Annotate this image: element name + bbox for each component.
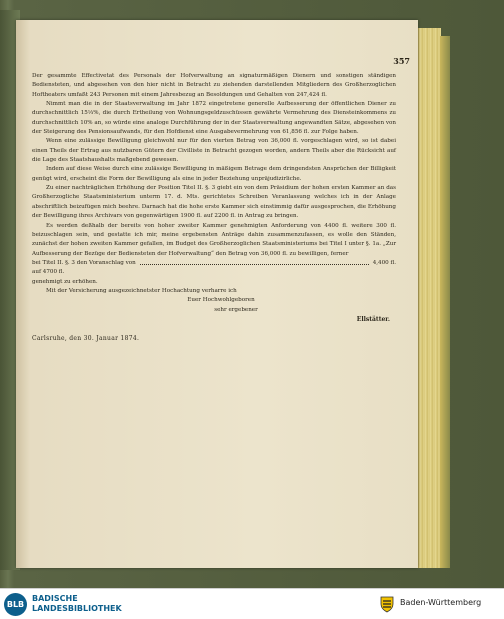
book-spine-edge bbox=[440, 36, 450, 568]
state-coat-of-arms-icon[interactable] bbox=[378, 595, 396, 613]
continuation-line-1: auf 4700 fl. bbox=[32, 269, 65, 276]
amount-line-dots bbox=[140, 259, 369, 265]
paragraph-4: Indem auf diese Weise durch eine zulässige Bewilligung in mäßigem Betrage dem dringendsten Ansprüchen der Billigkeit genügt wird, erscheint die Form der Bewilligung als eine in jeder Beziehung unpräjudizirliche. bbox=[32, 166, 396, 182]
document-page bbox=[16, 20, 418, 568]
paragraph-1: Der gesammte Effectivetat des Personals der Hofverwaltung an signaturmäßigen Dienern und sonstigen ständigen Bediensteten, und abgesehen von den hier nicht in Betracht zu ziehenden darstellenden Mitgliedern des Großherzoglichen Hoftheaters umfaßt 243 Personen mit einem Jahresbezug an Besoldungen und Gehalten von 247,424 fl. bbox=[32, 73, 396, 98]
library-name-line-2: LANDESBIBLIOTHEK bbox=[32, 604, 122, 613]
amount-line-amount: 4,400 fl. bbox=[372, 259, 396, 266]
salutation-2: sehr ergebener bbox=[214, 306, 258, 313]
page-text bbox=[32, 72, 396, 344]
amount-line bbox=[32, 259, 396, 268]
salutation-1: Euer Hochwohlgeboren bbox=[187, 297, 255, 304]
library-name-line-1: BADISCHE bbox=[32, 594, 78, 603]
page-number: 357 bbox=[393, 56, 410, 66]
paragraph-6: Es werden deßhalb der bereits von hoher zweiter Kammer genehmigten Anforderung von 4400 fl. weitere 300 fl. beizuschlagen sein, und gestatte ich mir, meine ergebensten Anträge dahin zusammenzufassen, es wolle den Ständen, zunächst der hohen zweiten Kammer gefallen, im Budget des Großherzoglichen Staatsministeriums bei Titel I unter §. 1a. „Zur Aufbesserung der Bezüge der Bediensteten der Hofverwaltung“ den Betrag von 36,000 fl. zu bewilligen, ferner bbox=[32, 222, 396, 257]
page-edges bbox=[418, 28, 441, 568]
continuation-line-2: genehmigt zu erhöhen. bbox=[32, 278, 98, 285]
paragraph-3: Wenn eine zulässige Bewilligung gleichwohl nur für den vierten Betrag von 36,000 fl. vorgeschlagen wird, so ist dabei einen Theils der Ertrag aus nutzbaren Gütern der Civilliste in Betracht gezogen worden, andern Theils aber die Rücksicht auf die Lage des Staatshaushalts maßgebend gewesen. bbox=[32, 138, 396, 164]
state-name[interactable]: Baden-Württemberg bbox=[400, 598, 482, 607]
amount-line-prefix: bei Titel II. §. 3 den Voranschlag von bbox=[32, 259, 136, 266]
paragraph-5: Zu einer nachträglichen Erhöhung der Position Titel II. §. 3 giebt ein von dem Präsidium der hohen ersten Kammer an das Großherzogliche Staatsministerium unterm 17. d. Mts. gerichtetes Schreiben Veranlassung welches ich in der Anlage abschriftlich beizufügen mich beehre. Darnach hat die hohe erste Kammer sich einstimmig dafür ausgesprochen, die Erhöhung der Bewilligung ihres Archivars von gegenwärtigen 1900 fl. auf 2200 fl. in Antrag zu bringen. bbox=[32, 185, 396, 220]
dateline: Carlsruhe, den 30. Januar 1874. bbox=[32, 335, 140, 343]
viewer-footer bbox=[0, 588, 504, 619]
library-logo[interactable]: BLB bbox=[4, 593, 27, 616]
closing-line: Mit der Versicherung ausgezeichnetster Hochachtung verharre ich bbox=[46, 287, 237, 294]
paragraph-2: Nimmt man die in der Staatsverwaltung im Jahr 1872 eingetretene generelle Aufbesserung der öffentlichen Diener zu durchschnittlich 15⅓%, die durch Ertheilung von Wohnungsgeldzuschüssen gewährte Vermehrung des Diensteinkommens zu durchschnittlich 10% an, so würde eine analoge Durchführung der in der Staatsverwaltung angewandten Sätze, abgesehen von der Steigerung des Pensionsaufwands, für den Hofdienst eine Ausgabevermehrung von 61,856 fl. zur Folge haben. bbox=[32, 101, 396, 136]
signature: Ellstätter. bbox=[356, 315, 390, 323]
library-name[interactable] bbox=[32, 594, 122, 614]
